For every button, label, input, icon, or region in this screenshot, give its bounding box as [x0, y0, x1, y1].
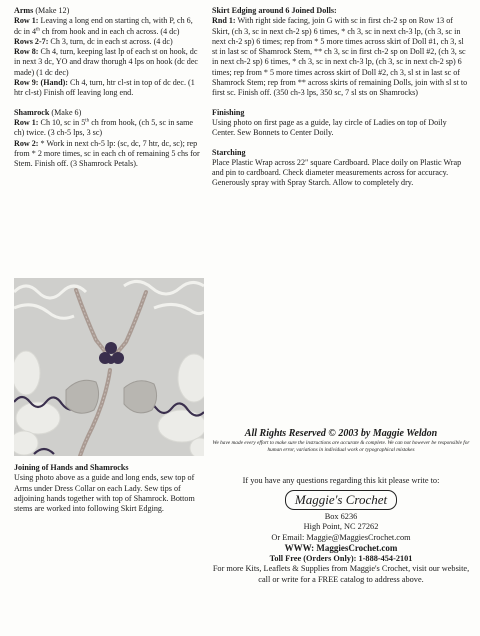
left-column — [14, 6, 202, 169]
contact-city: High Point, NC 27262 — [303, 522, 379, 531]
skirt-heading: Skirt Edging around 6 Joined Dolls: — [212, 6, 337, 15]
arms-heading: Arms (Make 12) — [14, 6, 70, 15]
contact-box: Box 6236 — [324, 511, 358, 521]
joining-heading: Joining of Hands and Shamrocks — [14, 463, 129, 472]
shamrock-heading: Shamrock (Make 6) — [14, 107, 82, 117]
contact-website: WWW: MaggiesCrochet.com — [284, 543, 398, 553]
disclaimer-text: We have made every effort to make sure the instructions are accurate & complete. We can not however be responsible for human error, variations in individual work or typographical mistakes — [212, 440, 470, 453]
shamrock-row-1: Row 1: Ch 10, sc in 5th ch from hook, (ch 5, sc in same ch) twice. (3 ch-5 lps, 3 sc) — [14, 117, 194, 138]
finishing-heading: Finishing — [212, 107, 245, 117]
arms-row-8: Row 8: Ch 4, turn, keeping last lp of each st on hook, dc in next 3 dc, YO and draw thorugh 4 lps on hook (dc dec made) (1 dc dec) — [14, 47, 199, 77]
right-column — [212, 6, 470, 189]
arms-row-1: Row 1: Leaving a long end on starting ch, with P, ch 6, dc in 4th ch from hook and in each ch across. (4 dc) — [14, 16, 193, 36]
shamrock-row-2: Row 2: * Work in next ch-5 lp: (sc, dc, 7 htr, dc, sc); rep from * 2 more times, sc in each ch of remaining 5 chs for Stem. Finish off. (3 Shamrock Petals). — [14, 138, 200, 169]
contact-block — [212, 476, 470, 585]
contact-intro: If you have any questions regarding this kit please write to: — [242, 476, 440, 485]
copyright-block — [212, 428, 470, 453]
arms-rows-2-7: Rows 2-7: Ch 3, turn, dc in each st across. (4 dc) — [14, 36, 173, 46]
copyright-title: All Rights Reserved © 2003 by Maggie Weldon — [244, 428, 438, 439]
joining-text: Using photo above as a guide and long ends, sew top of Arms under Dress Collar on each Lady. Sew tips of adjoining hands together with top of Shamrock. Bottom stems are worked into following Skirt Edging. — [14, 473, 195, 514]
doily-photo — [14, 278, 204, 456]
starching-text: Place Plastic Wrap across 22" square Cardboard. Place doily on Plastic Wrap and pin to cardboard. Check diameter measurements across for accuracy. Generously spray with Spray Starch. Allow to completely dry. — [212, 157, 462, 188]
arms-row-9: Row 9: (Hand): Ch 4, turn, htr cl-st in top of dc dec. (1 htr cl-st) Finish off leaving long end. — [14, 78, 195, 98]
skirt-rnd-1: Rnd 1: With right side facing, join G with sc in first ch-2 sp on Row 13 of Skirt, (ch 3, sc in next ch-2 sp) 6 times, * ch 3, sc in next ch-3 lp, (ch 3, sc in next ch-2 sp) 6 times; rep from * 5 more times across skirt of Doll #1, ch 3, sl st in last sc of Shamrock Stem, ** ch 3, sc in first ch-2 sp on Doll #2, (ch 3, sc in next ch-2 sp) 6 times, * ch 3, sc in next ch-3 lp, (ch 3, sc in next ch-2 sp) 6 times; rep from * 5 more times across skirt of Doll #2, ch 3, sl st in last sc of Shamrock Stem; rep from ** across skirts of remaining Dolls, join with sl st to first sc. Finish off. (350 ch-3 lps, 350 sc, 7 sl sts on Shamrocks) — [212, 16, 468, 98]
doily-photo-illustration — [14, 278, 204, 456]
contact-toll-free: Toll Free (Orders Only): 1-888-454-2101 — [269, 553, 413, 563]
finishing-text: Using photo on first page as a guide, lay circle of Ladies on top of Doily Center. Sew Bonnets to Center Doily. — [212, 117, 447, 138]
maggies-crochet-logo: Maggie's Crochet — [285, 490, 397, 510]
contact-more-info: For more Kits, Leaflets & Supplies from Maggie's Crochet, visit our website, call or write for a FREE catalog to address above. — [212, 564, 470, 584]
joining-section — [14, 463, 204, 514]
contact-email: Or Email: Maggie@MaggiesCrochet.com — [271, 532, 411, 542]
starching-heading: Starching — [212, 147, 246, 157]
